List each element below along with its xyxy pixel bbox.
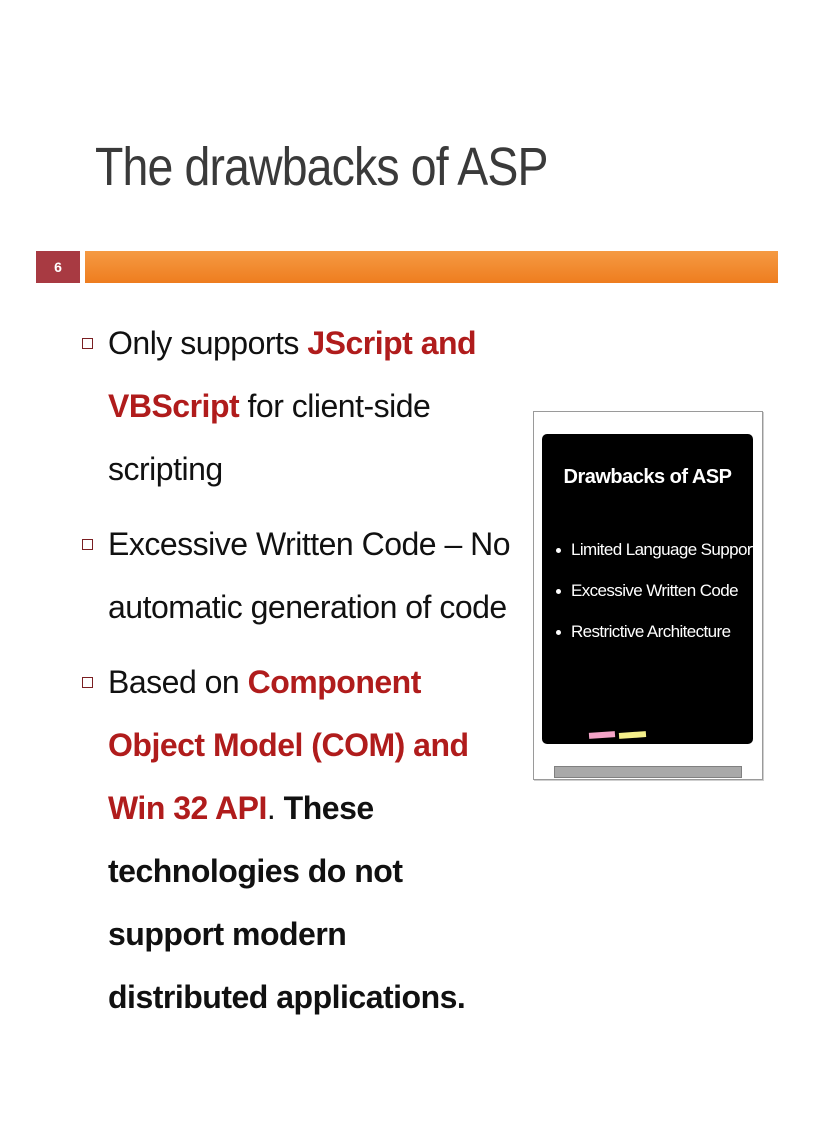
chalkboard-list xyxy=(542,529,757,652)
pink-chalk-icon xyxy=(589,731,615,739)
bullet-text: for client-side scripting xyxy=(108,388,431,487)
bullet-dot-icon xyxy=(556,630,561,635)
chalkboard-item-label: Limited Language Support xyxy=(571,540,757,559)
square-bullet-icon xyxy=(82,677,93,688)
title-accent-bar xyxy=(85,251,778,283)
slide-number-badge: 6 xyxy=(36,251,80,283)
bullet-bold-text: These technologies do not support modern distributed applications. xyxy=(108,790,466,1015)
bullet-highlight: Component Object Model (COM) and Win 32 API xyxy=(108,664,469,826)
chalkboard-item-label: Excessive Written Code xyxy=(571,581,738,600)
bullet-dot-icon xyxy=(556,548,561,553)
chalkboard-title: Drawbacks of ASP xyxy=(563,466,732,488)
yellow-chalk-icon xyxy=(619,731,646,739)
chalkboard-item xyxy=(556,611,753,652)
slide-title: The drawbacks of ASP xyxy=(95,137,548,197)
bullet-text: Based on xyxy=(108,664,248,700)
bullet-text: Excessive Written Code – No automatic generation of code xyxy=(108,526,511,625)
chalkboard-item xyxy=(556,529,757,570)
chalkboard-item-label: Restrictive Architecture xyxy=(571,622,731,641)
bullet-text: . xyxy=(266,790,284,826)
bullet-text: Only supports xyxy=(108,325,308,361)
chalkboard-illustration xyxy=(533,411,763,780)
square-bullet-icon xyxy=(82,338,93,349)
bullet-list xyxy=(82,312,512,1041)
bullet-dot-icon xyxy=(556,589,561,594)
bullet-item xyxy=(82,651,512,1029)
chalk-tray xyxy=(554,766,742,778)
chalkboard-item xyxy=(556,570,753,611)
bullet-highlight: JScript and VBScript xyxy=(108,325,477,424)
chalkboard-panel xyxy=(542,434,757,744)
square-bullet-icon xyxy=(82,539,93,550)
bullet-item xyxy=(82,312,512,501)
bullet-item xyxy=(82,513,512,639)
